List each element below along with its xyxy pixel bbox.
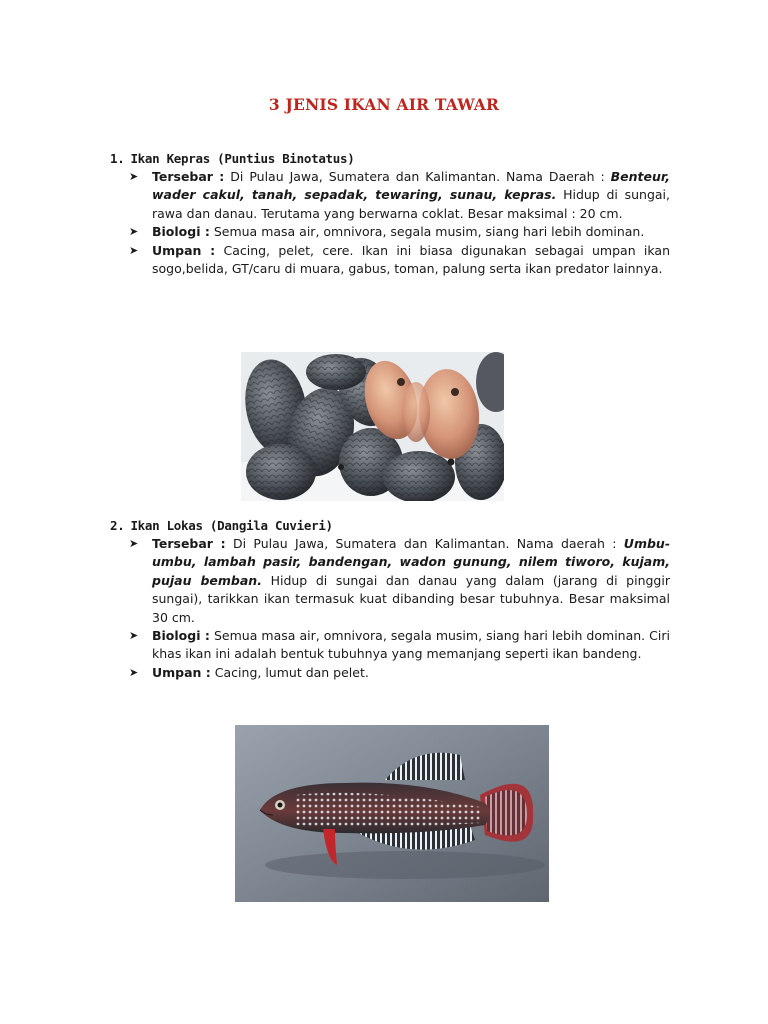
list-item-biologi <box>110 223 670 241</box>
label-biologi: Biologi : <box>152 628 210 644</box>
umpan-text: Cacing, lumut dan pelet. <box>210 664 369 680</box>
label-tersebar: Tersebar : <box>152 169 225 184</box>
section-ikan-kepras <box>110 150 670 278</box>
arrowhead-bullet-icon: ➤ <box>129 170 139 183</box>
tersebar-text-pre: Di Pulau Jawa, Sumatera dan Kalimantan. Nama daerah : <box>225 536 624 551</box>
section-heading-text: Ikan Lokas (Dangila Cuvieri) <box>130 518 333 533</box>
list-item-umpan <box>110 242 670 279</box>
arrowhead-bullet-icon: ➤ <box>129 243 139 257</box>
photo-ikan-lokas <box>235 725 549 902</box>
section-heading <box>110 150 670 168</box>
section-number: 2. <box>110 518 125 533</box>
arrowhead-bullet-icon: ➤ <box>129 629 139 643</box>
arrowhead-bullet-icon: ➤ <box>129 665 139 679</box>
list-item-biologi <box>110 627 670 664</box>
tersebar-text-post: Hidup di sungai dan danau yang dalam (jarang di pinggir sungai), tarikkan ikan termasuk kuat dibanding besar tubuhnya. Besar maksimal 30 cm. <box>152 572 670 625</box>
biologi-text: Semua masa air, omnivora, segala musim, siang hari lebih dominan. Ciri khas ikan ini adalah bentuk tubuhnya yang memanjang seperti ikan bandeng. <box>152 628 670 662</box>
list-item-tersebar <box>110 535 670 627</box>
tersebar-text-post: Hidup di sungai, rawa dan danau. Terutama yang berwarna coklat. Besar maksimal : 20 cm. <box>152 187 671 221</box>
tersebar-text-pre: Di Pulau Jawa, Sumatera dan Kalimantan. Nama Daerah : <box>224 169 611 184</box>
bullet-list <box>110 535 670 682</box>
section-ikan-lokas <box>110 517 670 682</box>
umpan-text: Cacing, pelet, cere. Ikan ini biasa digunakan sebagai umpan ikan sogo,belida, GT/caru di muara, gabus, toman, palung serta ikan predator lainnya. <box>152 242 671 277</box>
section-heading <box>110 517 670 535</box>
list-item-umpan <box>110 664 670 682</box>
arrowhead-bullet-icon: ➤ <box>129 537 139 550</box>
biologi-text: Semua masa air, omnivora, segala musim, siang hari lebih dominan. <box>209 224 645 240</box>
photo-ikan-kepras <box>241 352 504 501</box>
bullet-list <box>110 168 670 278</box>
label-umpan: Umpan : <box>152 242 216 258</box>
section-number: 1. <box>110 151 125 166</box>
label-umpan: Umpan : <box>152 664 211 680</box>
arrowhead-bullet-icon: ➤ <box>129 225 139 239</box>
regional-names: Benteur, wader cakul, tanah, sepadak, tewaring, sunau, kepras. <box>152 169 670 203</box>
list-item-tersebar <box>110 168 670 223</box>
label-tersebar: Tersebar : <box>152 536 226 551</box>
regional-names: Umbu-umbu, lambah pasir, bandengan, wadon gunung, nilem tiworo, kujam, pujau bemban. <box>152 536 671 588</box>
label-biologi: Biologi : <box>152 224 210 240</box>
page-title: 3 JENIS IKAN AIR TAWAR <box>268 95 500 114</box>
section-heading-text: Ikan Kepras (Puntius Binotatus) <box>130 151 355 166</box>
